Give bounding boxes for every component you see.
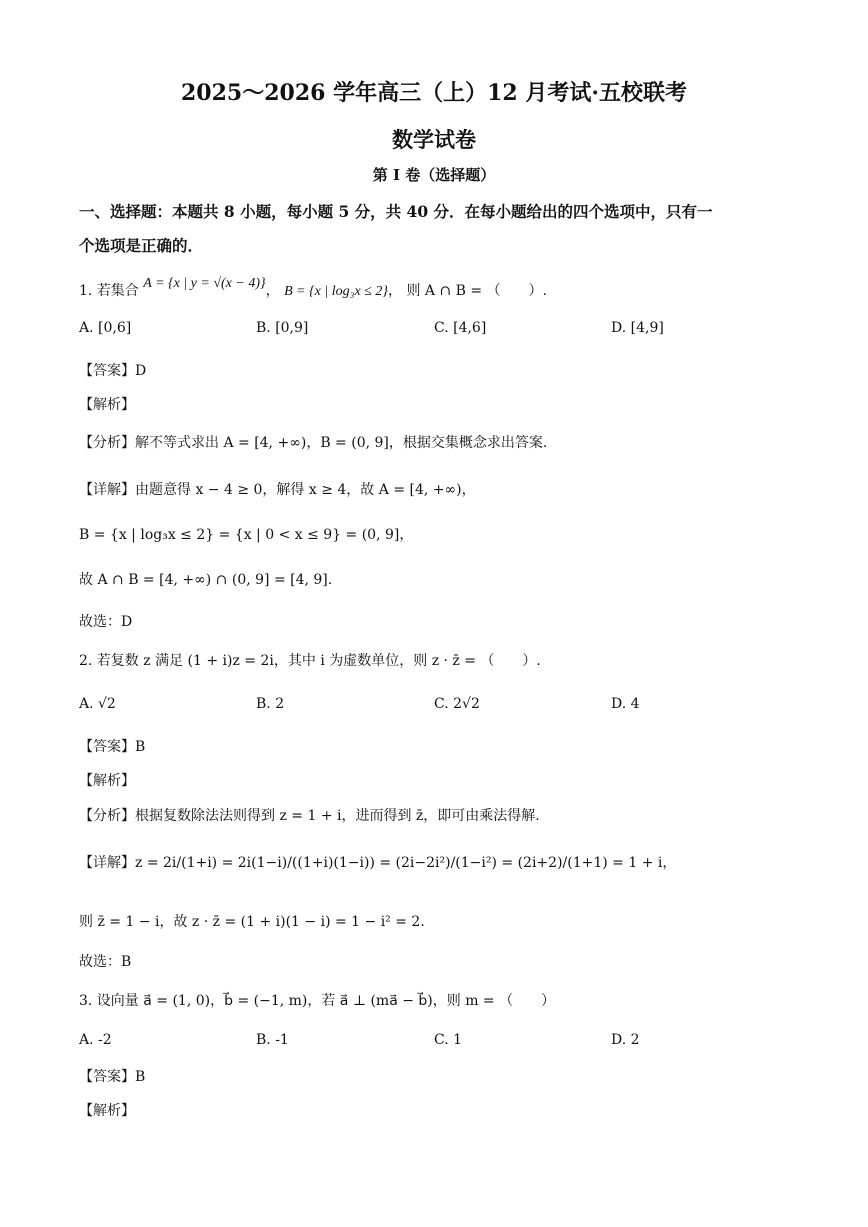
q2-detail-1: 【详解】z = 2i/(1+i) = 2i(1−i)/((1+i)(1−i)) = (2i−2i²)/(1−i²) = (2i+2)/(1+1) = 1 + i， [79, 855, 677, 871]
q2-answer: 【答案】B [79, 739, 146, 755]
q3-option-a: A. -2 [79, 1032, 112, 1048]
question-3-stem: 3. 设向量 a⃗ = (1, 0)，b⃗ = (−1, m)，若 a⃗ ⊥ (ma⃗ − b⃗)，则 m = （ ） [79, 993, 556, 1009]
q1-option-a: A. [0,6] [79, 320, 132, 336]
q1-choice: 故选：D [79, 614, 133, 630]
q1-option-d: D. [4,9] [611, 320, 664, 336]
question-1-ask: 则 A ∩ B = （ ）. [406, 283, 547, 299]
q2-detail-2: 则 z̄ = 1 − i，故 z · z̄ = (1 + i)(1 − i) = 1 − i² = 2. [79, 914, 425, 930]
q3-answer: 【答案】B [79, 1069, 146, 1085]
q1-detail-3: 故 A ∩ B = [4, +∞) ∩ (0, 9] = [4, 9]. [79, 572, 333, 588]
question-1-prefix: 1. 若集合 [79, 283, 139, 299]
q2-option-c: C. 2√2 [434, 696, 480, 712]
section-heading-line1: 一、选择题：本题共 8 小题，每小题 5 分，共 40 分．在每小题给出的四个选项中，只有一 [79, 202, 713, 221]
set-a: A = {x | y = √(x − 4)} [143, 276, 266, 291]
section-heading-line2: 个选项是正确的． [79, 236, 204, 255]
q2-analysis-tag: 【解析】 [79, 773, 135, 789]
q3-analysis-tag: 【解析】 [79, 1103, 135, 1119]
question-1-stem: 1. 若集合 A = {x | y = √(x − 4)}， B = {x | log₃x ≤ 2}， 则 A ∩ B = （ ）. [79, 276, 547, 299]
q1-analysis-tag: 【解析】 [79, 397, 135, 413]
q1-answer: 【答案】D [79, 363, 147, 379]
q1-option-c: C. [4,6] [434, 320, 487, 336]
exam-title: 2025～2026 学年高三（上）12 月考试·五校联考 [180, 80, 688, 106]
q3-option-b: B. -1 [256, 1032, 289, 1048]
q1-option-b: B. [0,9] [256, 320, 309, 336]
q2-option-d: D. 4 [611, 696, 640, 712]
q1-detail-2: B = {x | log₃x ≤ 2} = {x | 0 < x ≤ 9} = (0, 9]， [79, 527, 414, 543]
q3-option-d: D. 2 [611, 1032, 640, 1048]
subject-title: 数学试卷 [392, 127, 476, 152]
volume-title: 第 I 卷（选择题） [372, 166, 496, 184]
q1-detail-1: 【详解】由题意得 x − 4 ≥ 0，解得 x ≥ 4，故 A = [4, +∞)， [79, 482, 476, 498]
q1-fenxi: 【分析】解不等式求出 A = [4, +∞)，B = (0, 9]，根据交集概念求出答案. [79, 435, 548, 451]
set-b: B = {x | log₃x ≤ 2} [284, 284, 388, 299]
question-2-stem: 2. 若复数 z 满足 (1 + i)z = 2i，其中 i 为虚数单位，则 z · z̄ = （ ）. [79, 653, 541, 669]
q2-choice: 故选：B [79, 954, 132, 970]
q2-fenxi: 【分析】根据复数除法法则得到 z = 1 + i，进而得到 z̄，即可由乘法得解. [79, 808, 540, 824]
q2-option-b: B. 2 [256, 696, 285, 712]
q3-option-c: C. 1 [434, 1032, 463, 1048]
q2-option-a: A. √2 [79, 696, 116, 712]
